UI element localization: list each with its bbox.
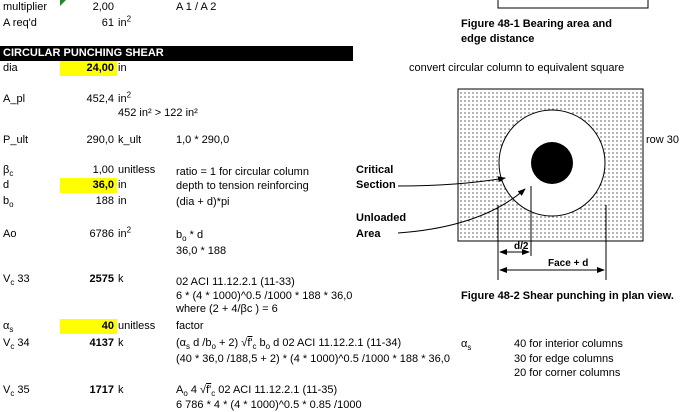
fig481-caption-line2: edge distance [461,33,535,45]
value-beta[interactable]: 1,00 [92,164,114,176]
side-alphas-label: $\alpha_s$ [461,338,472,353]
value-apl[interactable]: 452,4 [86,93,114,105]
unit-vc33: k [118,273,124,285]
value-pult[interactable]: 290,0 [86,134,114,146]
unit-vc34: k [118,337,124,349]
label-multiplier: multiplier [3,1,48,13]
side-alphas-edge: 30 for edge columns [514,353,614,365]
critical-label-2: Section [356,179,396,191]
unloaded-label-1: Unloaded [356,212,407,224]
vc35-line2: 6 786 * 4 * (4 * 1000)^0.5 * 0.85 /1000 [176,399,362,411]
label-pult: P_ult [3,134,29,146]
label-dia: dia [3,62,18,74]
formula1-ao: $b_o$ * d [176,229,204,244]
value-vc33[interactable]: 2575 [89,273,114,285]
d2-label: d/2 [514,241,529,252]
unit-d: in [118,179,127,191]
formula2-ao: 36,0 * 188 [176,245,227,257]
unit-apl: $in^2$ [118,90,132,105]
row30-label: row 30 [646,134,680,146]
value-vc34[interactable]: 4137 [89,337,114,349]
unit-vc35: k [118,384,124,396]
vc34-line2: (40 * 36,0 /188,5 + 2) * (4 * 1000)^0.5 /1000 * 188 * 36,0 [176,353,450,365]
label-apl: A_pl [3,93,26,105]
vc33-line3: where (2 + 4/βc ) = 6 [176,303,278,315]
formula-multiplier: A 1 / A 2 [176,1,217,13]
label-ao: Ao [3,228,17,240]
value-multiplier[interactable]: 2,00 [92,1,114,13]
unit-bo: in [118,195,127,207]
unloaded-label-2: Area [356,228,381,240]
label-vc34: $V_c$ 34 [3,337,30,352]
desc-bo: (dia + d)*pi [176,196,230,208]
value-ao[interactable]: 6786 [89,228,114,240]
vc34-line1: ($\alpha_s$ d $/b_o + 2$) $√f'_c$ $b_o$ d 02 ACI 11.12.2.1 (11-34) [176,337,402,352]
value-bo[interactable]: 188 [95,195,114,207]
fig481-caption-line1: Figure 48-1 Bearing area and [461,18,612,30]
vc35-line1: $A_o$ 4 $√f'_c$ 02 ACI 11.12.2.1 (11-35) [176,384,338,399]
face-label: Face + d [548,258,589,269]
label-vc33: $V_c$ 33 [3,273,30,288]
side-alphas-interior: 40 for interior columns [514,338,623,350]
label-d: d [3,179,10,191]
unit-pult: k_ult [118,134,142,146]
vc33-line1: 02 ACI 11.12.2.1 (11-33) [176,276,295,288]
unit-alphas: unitless [118,320,156,332]
check-apl: 452 in² > 122 in² [118,107,198,119]
desc-beta: ratio = 1 for circular column [176,166,309,178]
unit-dia: in [118,62,127,74]
unit-beta: unitless [118,164,156,176]
value-dia[interactable]: 24,00 [86,62,114,74]
desc-alphas: factor [176,320,204,332]
section-header: CIRCULAR PUNCHING SHEAR [3,47,164,59]
unit-ao: $in^2$ [118,225,132,240]
label-bo: $b_o$ [3,195,14,210]
value-d[interactable]: 36,0 [92,179,114,191]
label-beta: $\beta_c$ [3,164,14,179]
label-alphas: $\alpha_s$ [3,320,14,335]
critical-label-1: Critical [356,164,394,176]
unit-areq: $in^2$ [118,14,132,29]
note-dia: convert circular column to equivalent square [409,62,625,74]
label-areq: A req'd [3,17,37,29]
formula-pult: 1,0 * 290,0 [176,134,230,146]
side-alphas-corner: 20 for corner columns [514,367,621,379]
fig482-caption: Figure 48-2 Shear punching in plan view. [461,290,674,302]
vc33-line2: 6 * (4 * 1000)^0.5 /1000 * 188 * 36,0 [176,290,353,302]
desc-d: depth to tension reinforcing [176,180,309,192]
value-alphas[interactable]: 40 [101,320,114,332]
value-areq[interactable]: 61 [101,17,114,29]
label-vc35: $V_c$ 35 [3,384,30,399]
value-vc35[interactable]: 1717 [89,384,114,396]
